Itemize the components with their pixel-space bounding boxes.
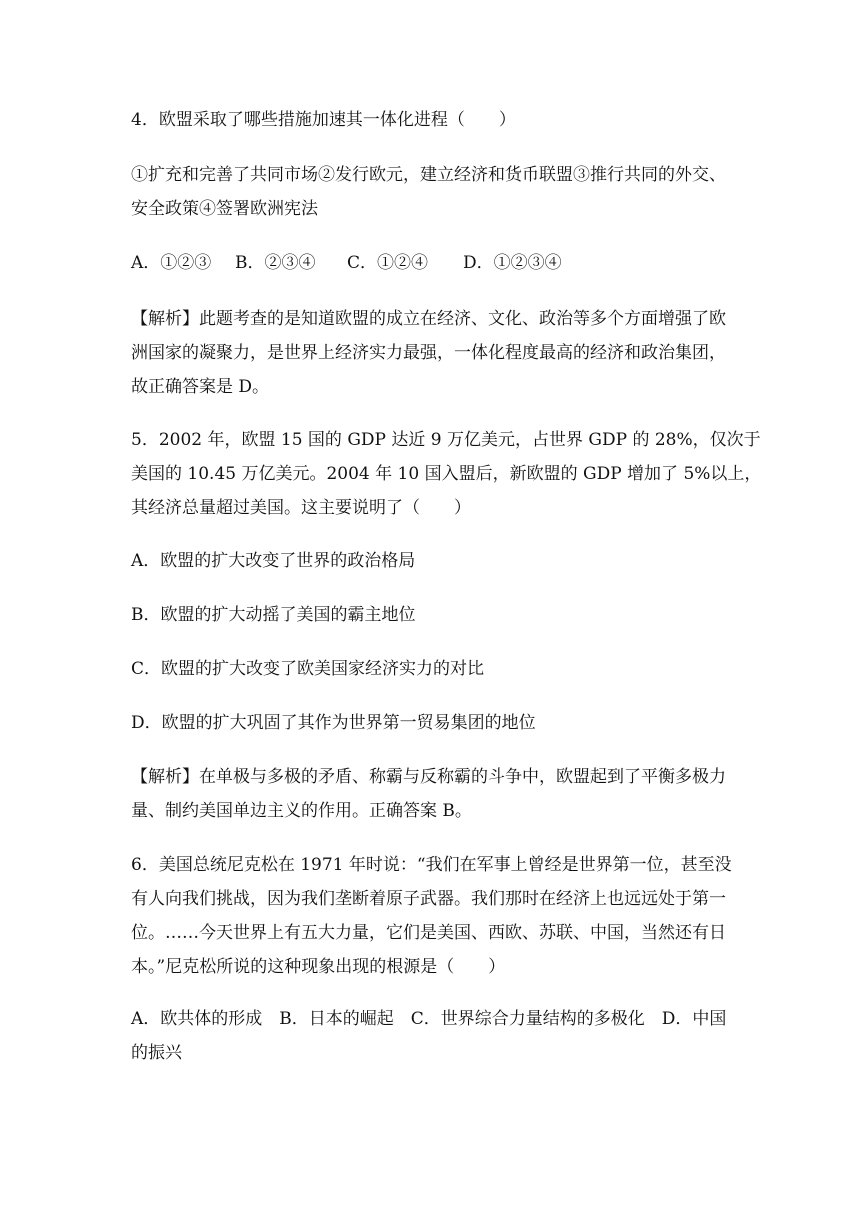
option-a: A．①②③	[131, 253, 212, 273]
question-5-stem: 5．2002 年，欧盟 15 国的 GDP 达近 9 万亿美元，占世界 GDP 的 28%，仅次于 美国的 10.45 万亿美元。2004 年 10 国入盟后，新欧盟的 GDP 增加了 5%以上， 其经济总量超过美国。这主要说明了（ ）	[131, 430, 762, 518]
option-c: C．①②④	[347, 253, 429, 273]
option-d: D．①②③④	[463, 253, 562, 273]
question-4-options	[131, 246, 731, 280]
question-4-analysis: 【解析】此题考查的是知道欧盟的成立在经济、文化、政治等多个方面增强了欧 洲国家的凝聚力，是世界上经济实力最强，一体化程度最高的经济和政治集团， 故正确答案是 D。	[131, 309, 726, 397]
question-5-option-b: B．欧盟的扩大动摇了美国的霸主地位	[131, 605, 416, 625]
question-6-stem: 6．美国总统尼克松在 1971 年时说：“我们在军事上曾经是世界第一位，甚至没 有人向我们挑战，因为我们垄断着原子武器。我们那时在经济上也远远处于第一 位。……今天世界上有五大力量，它们是美国、西欧、苏联、中国，当然还有日 本。”尼克松所说的这种现象出现的根源是（ ）	[131, 855, 732, 977]
option-b: B．②③④	[235, 253, 316, 273]
question-4-statements: ①扩充和完善了共同市场②发行欧元，建立经济和货币联盟③推行共同的外交、 安全政策④签署欧洲宪法	[131, 165, 726, 219]
question-6-options: A．欧共体的形成 B．日本的崛起 C．世界综合力量结构的多极化 D．中国 的振兴	[131, 1009, 727, 1063]
question-4-stem: 4．欧盟采取了哪些措施加速其一体化进程（ ）	[131, 110, 516, 130]
question-5-analysis: 【解析】在单极与多极的矛盾、称霸与反称霸的斗争中，欧盟起到了平衡多极力 量、制约美国单边主义的作用。正确答案 B。	[131, 767, 726, 821]
question-5-option-a: A．欧盟的扩大改变了世界的政治格局	[131, 551, 416, 571]
question-5-option-d: D．欧盟的扩大巩固了其作为世界第一贸易集团的地位	[131, 713, 536, 733]
question-5-option-c: C．欧盟的扩大改变了欧美国家经济实力的对比	[131, 659, 485, 679]
